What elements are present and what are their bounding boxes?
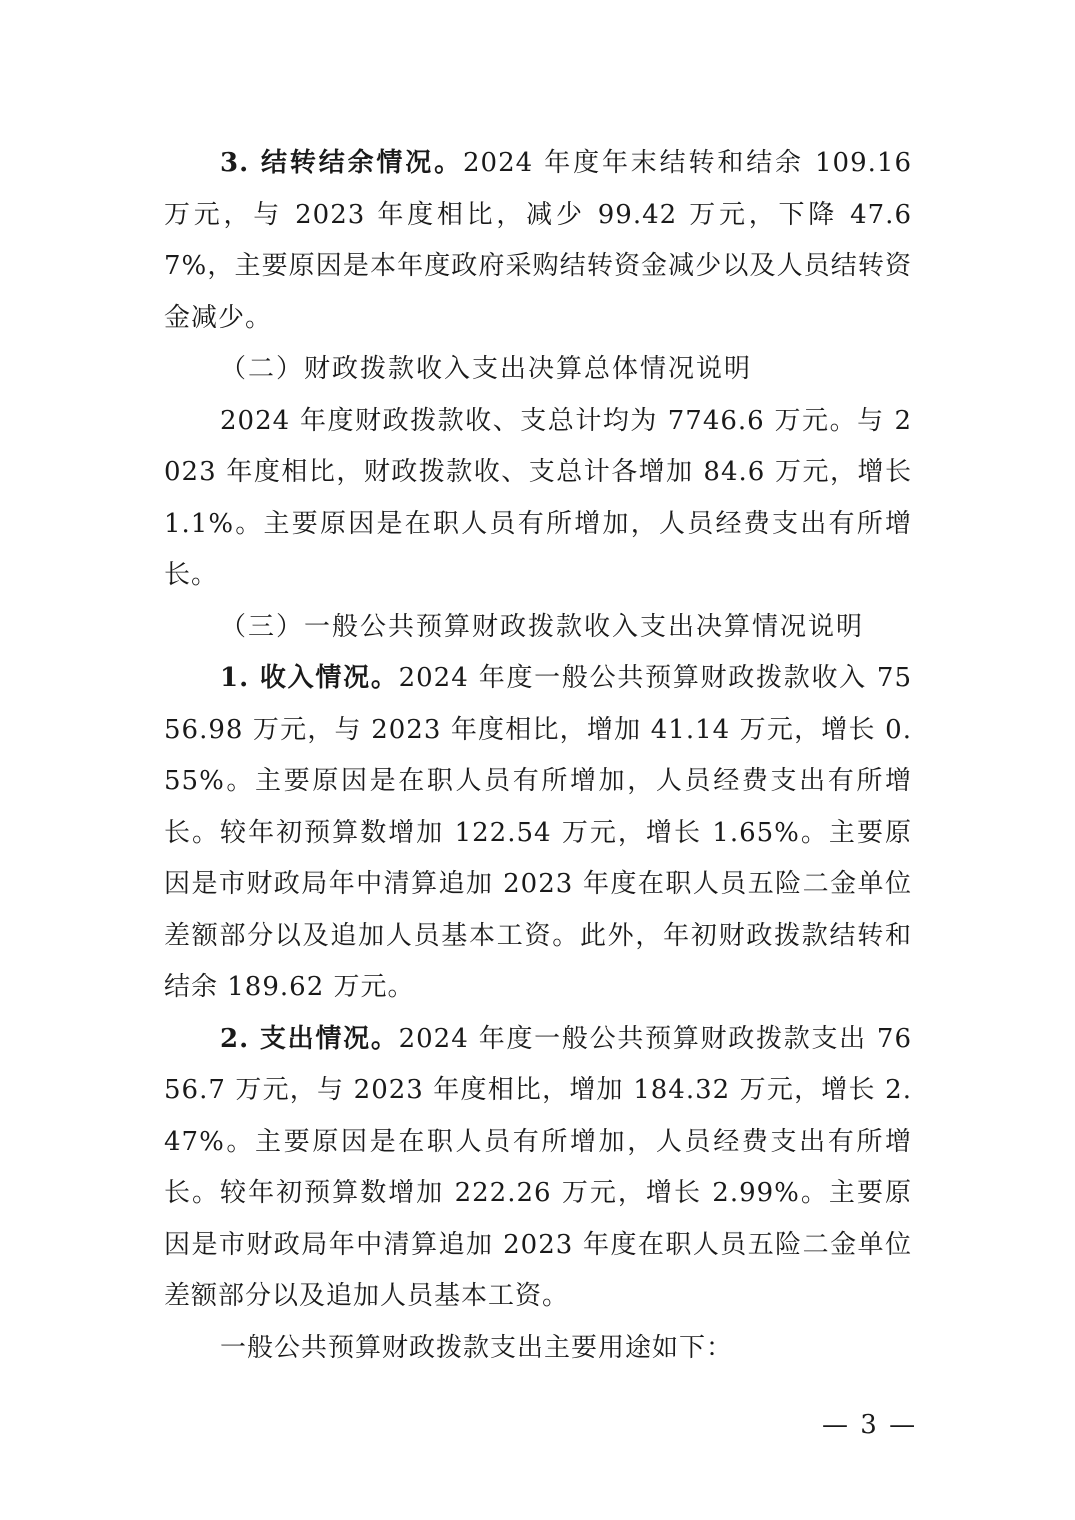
income-paragraph	[164, 653, 912, 1014]
uses-intro-paragraph: 一般公共预算财政拨款支出主要用途如下：	[220, 1332, 734, 1363]
expenditure-lead: 2. 支出情况。	[220, 1023, 399, 1054]
section-two-paragraph: 2024 年度财政拨款收、支总计均为 7746.6 万元。与 2023 年度相比，财政拨款收、支总计各增加 84.6 万元，增长 1.1%。主要原因是在职人员有所增加，人员经费支出有所增长。	[164, 405, 912, 590]
section-three-heading: （三）一般公共预算财政拨款收入支出决算情况说明	[220, 611, 865, 642]
document-body	[164, 138, 912, 1374]
carryover-text: 2024 年度年末结转和结余 109.16 万元，与 2023 年度相比，减少 99.42 万元，下降 47.67%，主要原因是本年度政府采购结转资金减少以及人员结转资金减少。	[164, 148, 912, 333]
page-number: — 3 —	[822, 1410, 918, 1440]
expenditure-paragraph	[164, 1014, 912, 1323]
income-lead: 1. 收入情况。	[220, 663, 399, 693]
carryover-lead: 3. 结转结余情况。	[220, 148, 463, 178]
expenditure-text: 2024 年度一般公共预算财政拨款支出 7656.7 万元，与 2023 年度相比，增加 184.32 万元，增长 2.47%。主要原因是在职人员有所增加，人员经费支出有所增长。较年初预算数增加 222.26 万元，增长 2.99%。主要原因是市财政局年中清算追加 2023 年度在职人员五险二金单位差额部分以及追加人员基本工资。	[164, 1023, 912, 1311]
carryover-paragraph	[164, 138, 912, 344]
income-text: 2024 年度一般公共预算财政拨款收入 7556.98 万元，与 2023 年度相比，增加 41.14 万元，增长 0.55%。主要原因是在职人员有所增加，人员经费支出有所增长。较年初预算数增加 122.54 万元，增长 1.65%。主要原因是市财政局年中清算追加 2023 年度在职人员五险二金单位差额部分以及追加人员基本工资。此外，年初财政拨款结转和结余 189.62 万元。	[164, 663, 912, 1002]
section-two-heading: （二）财政拨款收入支出决算总体情况说明	[220, 354, 753, 384]
